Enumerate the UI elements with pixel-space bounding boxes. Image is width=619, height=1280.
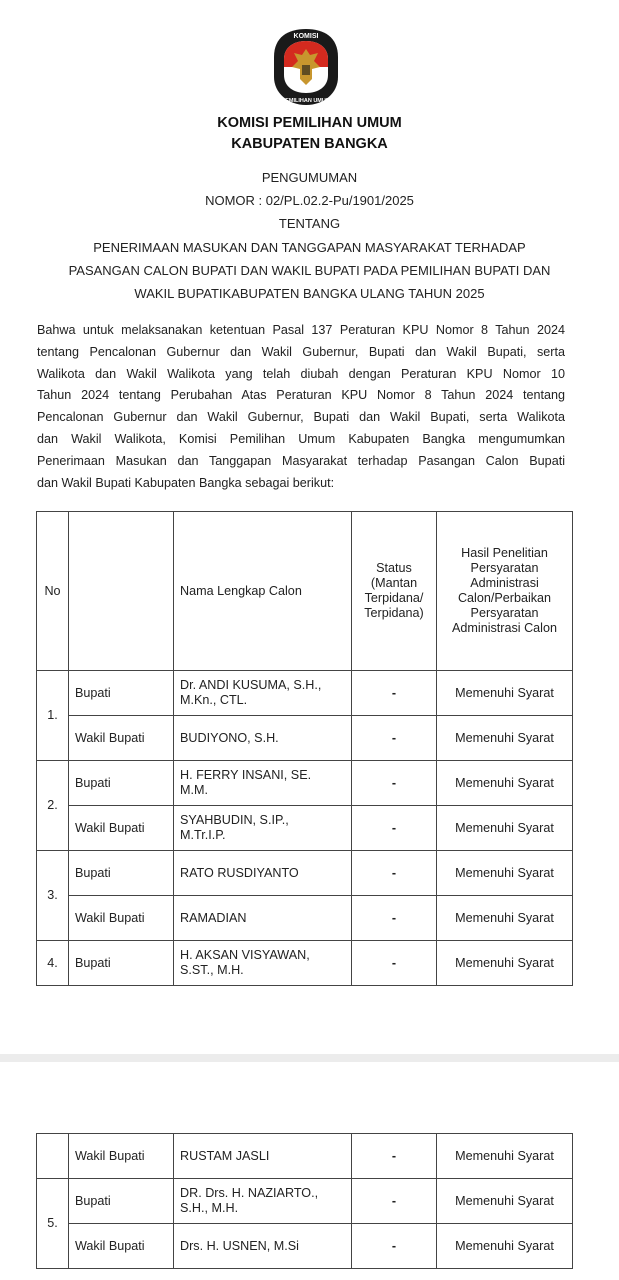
cell-result: Memenuhi Syarat bbox=[437, 716, 573, 761]
svg-text:KOMISI: KOMISI bbox=[293, 33, 319, 40]
cell-no bbox=[37, 1134, 69, 1179]
header-name: Nama Lengkap Calon bbox=[174, 512, 352, 671]
cell-result: Memenuhi Syarat bbox=[437, 1179, 573, 1224]
cell-result: Memenuhi Syarat bbox=[437, 1224, 573, 1269]
cell-status: - bbox=[352, 941, 437, 986]
candidates-table-continued bbox=[36, 1133, 573, 1269]
table-row bbox=[37, 671, 573, 716]
cell-result: Memenuhi Syarat bbox=[437, 851, 573, 896]
cell-result: Memenuhi Syarat bbox=[437, 941, 573, 986]
cell-status: - bbox=[352, 896, 437, 941]
table-row bbox=[37, 761, 573, 806]
cell-name: SYAHBUDIN, S.IP., M.Tr.I.P. bbox=[174, 806, 352, 851]
cell-status: - bbox=[352, 761, 437, 806]
table-row bbox=[37, 941, 573, 986]
header-role bbox=[69, 512, 174, 671]
body-line: Bahwa untuk melaksanakan ketentuan Pasal 137 Peraturan KPU Nomor 8 Tahun 2024 bbox=[37, 323, 565, 337]
table-row bbox=[37, 851, 573, 896]
candidates-table bbox=[36, 511, 573, 986]
header-hasil: Hasil Penelitian Persyaratan Administrasi Calon/Perbaikan Persyaratan Administrasi Calon bbox=[437, 512, 573, 671]
subject-line-1: PENERIMAAN MASUKAN DAN TANGGAPAN MASYARAKAT TERHADAP bbox=[93, 240, 526, 255]
cell-name: H. AKSAN VISYAWAN, S.ST., M.H. bbox=[174, 941, 352, 986]
cell-name: Drs. H. USNEN, M.Si bbox=[174, 1224, 352, 1269]
table-header-row bbox=[37, 512, 573, 671]
cell-role: Wakil Bupati bbox=[69, 1134, 174, 1179]
header-status: Status (Mantan Terpidana/ Terpidana) bbox=[352, 512, 437, 671]
table-row bbox=[37, 1224, 573, 1269]
cell-result: Memenuhi Syarat bbox=[437, 761, 573, 806]
cell-no: 5. bbox=[37, 1179, 69, 1269]
cell-name: H. FERRY INSANI, SE. M.M. bbox=[174, 761, 352, 806]
cell-result: Memenuhi Syarat bbox=[437, 896, 573, 941]
svg-text:PEMILIHAN UMUM: PEMILIHAN UMUM bbox=[281, 98, 331, 104]
org-name-line1: KOMISI PEMILIHAN UMUM bbox=[217, 115, 402, 131]
cell-role: Wakil Bupati bbox=[69, 716, 174, 761]
cell-role: Wakil Bupati bbox=[69, 806, 174, 851]
cell-result: Memenuhi Syarat bbox=[437, 806, 573, 851]
header-no: No bbox=[37, 512, 69, 671]
cell-result: Memenuhi Syarat bbox=[437, 1134, 573, 1179]
cell-role: Bupati bbox=[69, 851, 174, 896]
cell-result: Memenuhi Syarat bbox=[437, 671, 573, 716]
cell-name: Dr. ANDI KUSUMA, S.H., M.Kn., CTL. bbox=[174, 671, 352, 716]
cell-name: BUDIYONO, S.H. bbox=[174, 716, 352, 761]
cell-status: - bbox=[352, 1134, 437, 1179]
cell-role: Wakil Bupati bbox=[69, 1224, 174, 1269]
subject-line-3: WAKIL BUPATIKABUPATEN BANGKA ULANG TAHUN 2025 bbox=[134, 286, 485, 301]
body-line: dan Wakil Bupati Kabupaten Bangka sebagai berikut: bbox=[37, 475, 335, 490]
cell-no: 3. bbox=[37, 851, 69, 941]
cell-no: 1. bbox=[37, 671, 69, 761]
cell-status: - bbox=[352, 851, 437, 896]
cell-name: DR. Drs. H. NAZIARTO., S.H., M.H. bbox=[174, 1179, 352, 1224]
kpu-logo-icon bbox=[272, 27, 340, 107]
cell-name: RAMADIAN bbox=[174, 896, 352, 941]
cell-role: Wakil Bupati bbox=[69, 896, 174, 941]
body-line: dan Wakil Walikota, Komisi Pemilihan Umum Kabupaten Bangka mengumumkan bbox=[37, 431, 565, 446]
cell-role: Bupati bbox=[69, 1179, 174, 1224]
org-name-line2: KABUPATEN BANGKA bbox=[231, 136, 388, 152]
table-row bbox=[37, 1134, 573, 1179]
cell-no: 2. bbox=[37, 761, 69, 851]
body-line: tentang Pencalonan Gubernur dan Wakil Gubernur, Bupati dan Wakil Bupati, serta bbox=[37, 344, 565, 359]
doc-about: TENTANG bbox=[278, 216, 341, 231]
cell-role: Bupati bbox=[69, 671, 174, 716]
body-line: Tahun 2024 tentang Perubahan Atas Peraturan KPU Nomor 8 Tahun 2024 tentang bbox=[37, 388, 565, 403]
body-line: Penerimaan Masukan dan Tanggapan Masyarakat terhadap Pasangan Calon Bupati bbox=[37, 453, 565, 468]
cell-status: - bbox=[352, 806, 437, 851]
table-row bbox=[37, 1179, 573, 1224]
body-paragraph bbox=[37, 320, 565, 494]
cell-role: Bupati bbox=[69, 761, 174, 806]
body-line: Pencalonan Gubernur dan Wakil Gubernur, Bupati dan Wakil Bupati, serta Walikota bbox=[37, 410, 565, 425]
cell-status: - bbox=[352, 671, 437, 716]
cell-status: - bbox=[352, 1224, 437, 1269]
cell-name: RUSTAM JASLI bbox=[174, 1134, 352, 1179]
subject-line-2: PASANGAN CALON BUPATI DAN WAKIL BUPATI PADA PEMILIHAN BUPATI DAN bbox=[68, 263, 551, 278]
doc-type: PENGUMUMAN bbox=[261, 170, 358, 185]
page-break bbox=[0, 1054, 619, 1062]
cell-status: - bbox=[352, 1179, 437, 1224]
doc-number: NOMOR : 02/PL.02.2-Pu/1901/2025 bbox=[205, 193, 414, 208]
cell-no: 4. bbox=[37, 941, 69, 986]
cell-name: RATO RUSDIYANTO bbox=[174, 851, 352, 896]
body-line: Walikota dan Wakil Walikota yang telah diubah dengan Peraturan KPU Nomor 10 bbox=[37, 366, 565, 381]
table-row bbox=[37, 896, 573, 941]
cell-status: - bbox=[352, 716, 437, 761]
cell-role: Bupati bbox=[69, 941, 174, 986]
table-row bbox=[37, 716, 573, 761]
document-page-2 bbox=[0, 1062, 619, 1280]
table-row bbox=[37, 806, 573, 851]
